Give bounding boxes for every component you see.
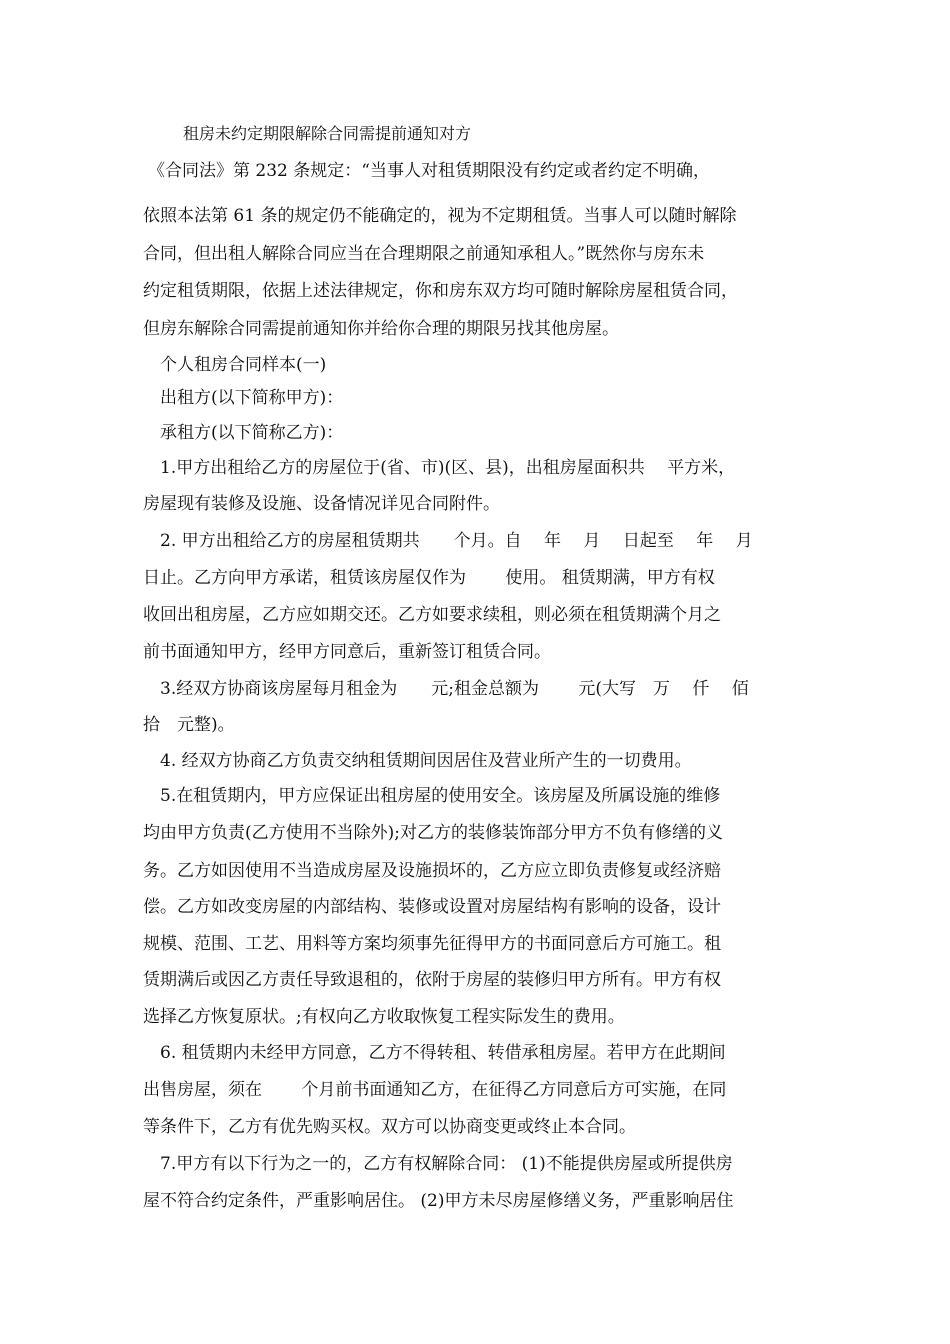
body-line: 务。乙方如因使用不当造成房屋及设施损坏的，乙方应立即负责修复或经济赔: [143, 861, 721, 881]
body-line: 选择乙方恢复原状。;有权向乙方收取恢复工程实际发生的费用。: [143, 1007, 625, 1027]
body-line: 拾 元整)。: [143, 715, 235, 735]
body-line: 1.甲方出租给乙方的房屋位于(省、市)(区、县)，出租房屋面积共 平方米，: [160, 458, 736, 478]
body-line: 约定租赁期限，依据上述法律规定，你和房东双方均可随时解除房屋租赁合同，: [143, 281, 738, 301]
body-line: 屋不符合约定条件，严重影响居住。 (2)甲方未尽房屋修缮义务，严重影响居住: [143, 1191, 734, 1211]
body-line: 均由甲方负责(乙方使用不当除外);对乙方的装修装饰部分甲方不负有修缮的义: [143, 823, 723, 843]
body-line: 6. 租赁期内未经甲方同意，乙方不得转租、转借承租房屋。若甲方在此期间: [160, 1043, 726, 1063]
body-line: 依照本法第 61 条的规定仍不能确定的，视为不定期租赁。当事人可以随时解除: [143, 206, 737, 226]
body-line: 日止。乙方向甲方承诺，租赁该房屋仅作为 使用。 租赁期满，甲方有权: [143, 568, 715, 588]
body-line: 收回出租房屋，乙方应如期交还。乙方如要求续租，则必须在租赁期满个月之: [143, 605, 721, 625]
body-line: 赁期满后或因乙方责任导致退租的，依附于房屋的装修归甲方所有。甲方有权: [143, 970, 721, 990]
body-line: 7.甲方有以下行为之一的，乙方有权解除合同： (1)不能提供房屋或所提供房: [160, 1154, 733, 1174]
body-line: 5.在租赁期内，甲方应保证出租房屋的使用安全。该房屋及所属设施的维修: [160, 786, 721, 806]
body-line: 4. 经双方协商乙方负责交纳租赁期间因居住及营业所产生的一切费用。: [160, 751, 692, 771]
body-line: 规模、范围、工艺、用料等方案均须事先征得甲方的书面同意后方可施工。租: [143, 934, 721, 954]
body-line: 等条件下，乙方有优先购买权。双方可以协商变更或终止本合同。: [143, 1117, 636, 1137]
body-line: 《合同法》第 232 条规定：“当事人对租赁期限没有约定或者约定不明确，: [148, 161, 710, 181]
document-title: 租房未约定期限解除合同需提前通知对方: [183, 124, 472, 143]
body-line: 2. 甲方出租给乙方的房屋租赁期共 个月。自 年 月 日起至 年 月: [160, 531, 753, 551]
body-line: 3.经双方协商该房屋每月租金为 元;租金总额为 元(大写 万 仟 佰: [160, 679, 749, 699]
body-line: 偿。乙方如改变房屋的内部结构、装修或设置对房屋结构有影响的设备，设计: [143, 897, 721, 917]
body-line: 前书面通知甲方，经甲方同意后，重新签订租赁合同。: [143, 642, 551, 662]
body-line: 但房东解除合同需提前通知你并给你合理的期限另找其他房屋。: [143, 319, 619, 339]
body-line: 出售房屋，须在 个月前书面通知乙方，在征得乙方同意后方可实施，在同: [143, 1080, 727, 1100]
body-line: 合同，但出租人解除合同应当在合理期限之前通知承租人。”既然你与房东未: [143, 244, 705, 264]
body-line: 出租方(以下简称甲方)：: [160, 388, 344, 408]
body-line: 房屋现有装修及设施、设备情况详见合同附件。: [143, 494, 500, 514]
body-line: 承租方(以下简称乙方)：: [160, 423, 344, 443]
body-line: 个人租房合同样本(一): [160, 355, 327, 375]
